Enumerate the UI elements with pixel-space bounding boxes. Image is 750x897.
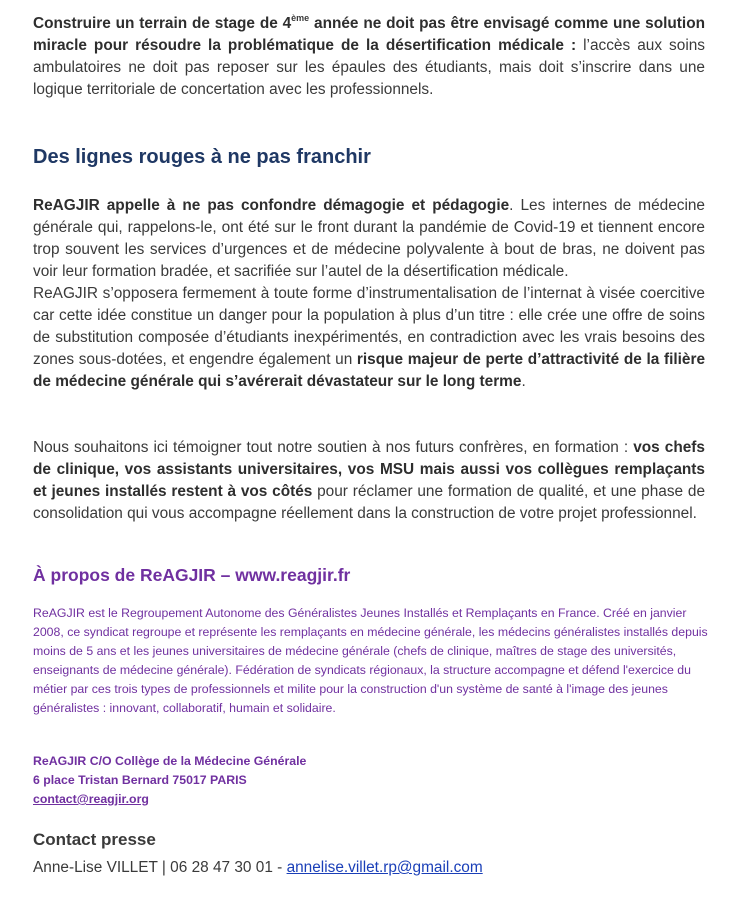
- red-lines-paragraph-3: [33, 437, 705, 525]
- p3-text-a: Nous souhaitons ici témoigner tout notre soutien à nos futurs confrères, en formation :: [33, 439, 634, 456]
- contact-email-link[interactable]: contact@reagjir.org: [33, 792, 149, 806]
- address-block: [33, 752, 705, 809]
- p1-bold: ReAGJIR appelle à ne pas confondre démagogie et pédagogie: [33, 197, 510, 214]
- red-lines-paragraph-2: [33, 283, 705, 393]
- p2-text: ReAGJIR s’opposera fermement à toute forme d’instrumentalisation de l’internat à visée coercitive car cette idée constitue un danger pour la population à plus d’un titre : elle crée une offre de soins de substitution composée d’étudiants inexpérimentés, en contradiction avec les vrais besoins des zones sous-dotées, et engendre également un: [33, 285, 705, 368]
- p1-text: . Les internes de médecine générale qui, rappelons-le, ont été sur le front durant la pandémie de Covid-19 et tiennent encore trop souvent les services d’urgences et de médecine polyvalente à bout de bras, ne doivent pas voir leur formation bradée, et sacrifiée sur l’autel de la désertification médicale.: [33, 197, 705, 280]
- intro-bold-start: Construire un terrain de stage de 4: [33, 15, 292, 32]
- p3-text-b: pour réclamer une formation de qualité, et une phase de consolidation qui vous accompagne réellement dans la construction de votre projet professionnel.: [33, 483, 705, 522]
- p3-bold: vos chefs de clinique, vos assistants universitaires, vos MSU mais aussi vos collègues remplaçants et jeunes installés restent à vos côtés: [33, 439, 705, 500]
- intro-bold-end: année ne doit pas être envisagé comme une solution miracle pour résoudre la problématique de la désertification médicale :: [33, 15, 705, 54]
- p2-end: .: [521, 373, 526, 390]
- contact-prefix: Anne-Lise VILLET | 06 28 47 30 01 -: [33, 859, 287, 876]
- address-line-2: 6 place Tristan Bernard 75017 PARIS: [33, 773, 247, 787]
- about-heading: À propos de ReAGJIR – www.reagjir.fr: [33, 565, 351, 585]
- about-paragraph: ReAGJIR est le Regroupement Autonome des Généralistes Jeunes Installés et Remplaçants en France. Créé en janvier 2008, ce syndicat regroupe et représente les remplaçants en médecine générale, les médecins généralistes installés depuis moins de 5 ans et les jeunes universitaires de médecine générale (chefs de clinique, maîtres de stage des universités, enseignants de médecine générale). Fédération de syndicats régionaux, la structure accompagne et défend l'exercice du métier par ces trois types de professionnels et milite pour la construction d'un système de santé à l'image des jeunes généralistes : innovant, collaboratif, humain et solidaire.: [33, 606, 708, 715]
- address-line-1: ReAGJIR C/O Collège de la Médecine Générale: [33, 754, 307, 768]
- section-heading-red-lines: Des lignes rouges à ne pas franchir: [33, 146, 371, 168]
- press-email-link[interactable]: annelise.villet.rp@gmail.com: [286, 859, 483, 876]
- intro-text: l’accès aux soins ambulatoires ne doit pas reposer sur les épaules des étudiants, mais doit s’inscrire dans une logique territoriale de concertation avec les professionnels.: [33, 37, 705, 98]
- intro-superscript: ème: [291, 13, 310, 23]
- p2-bold: risque majeur de perte d’attractivité de la filière de médecine générale qui s’avérerait dévastateur sur le long terme: [33, 351, 706, 390]
- intro-paragraph: [33, 13, 705, 101]
- red-lines-paragraph-1: [33, 195, 705, 283]
- contact-line: [33, 859, 705, 877]
- contact-heading: Contact presse: [33, 830, 156, 849]
